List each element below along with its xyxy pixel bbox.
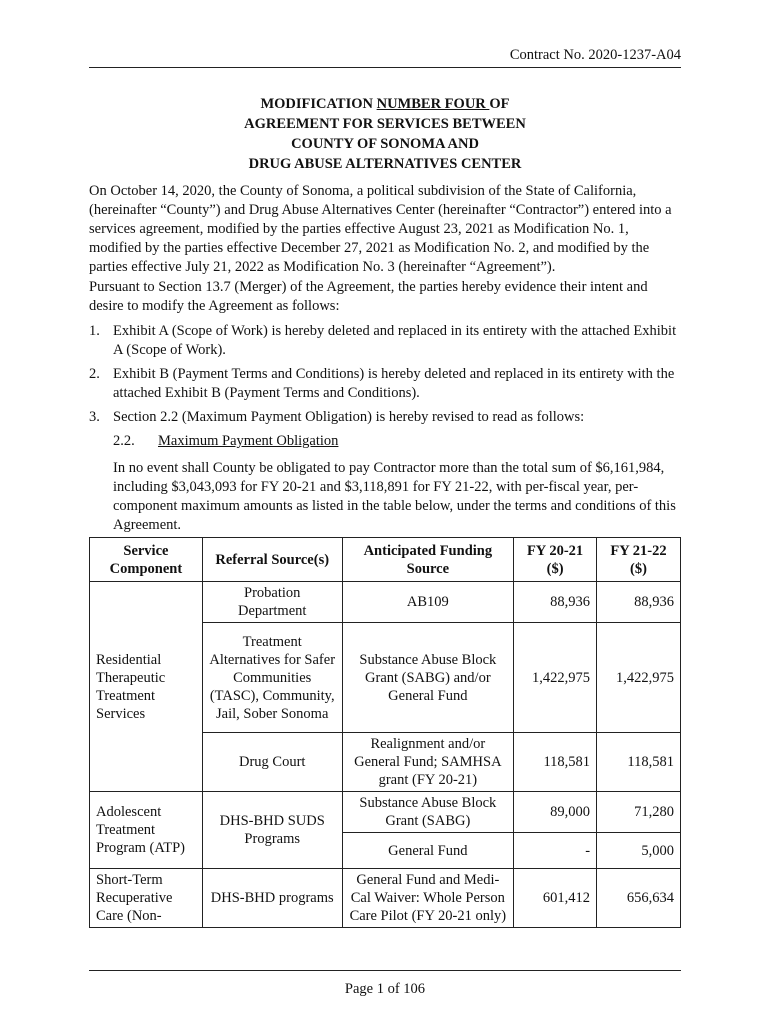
funding-cell: Substance Abuse Block Grant (SABG) and/or General Fund xyxy=(342,623,514,733)
funding-cell: Substance Abuse Block Grant (SABG) xyxy=(342,792,514,833)
table-row xyxy=(90,792,681,833)
list-item xyxy=(89,322,681,360)
fy2122-cell: 1,422,975 xyxy=(597,623,681,733)
header-fy2021: FY 20-21 ($) xyxy=(514,538,597,582)
list-item-text: Exhibit B (Payment Terms and Conditions) is hereby deleted and replaced in its entirety with the attached Exhibit B (Payment Terms and Conditions). xyxy=(113,366,675,401)
title-prefix: MODIFICATION xyxy=(260,96,377,112)
header-referral-sources: Referral Source(s) xyxy=(202,538,342,582)
header-service-component: Service Component xyxy=(90,538,203,582)
list-item-number: 3. xyxy=(89,409,100,425)
table-header-row xyxy=(90,538,681,582)
fy2021-cell: 88,936 xyxy=(514,582,597,623)
contract-number: Contract No. 2020-1237-A04 xyxy=(509,47,681,63)
header-funding-source: Anticipated Funding Source xyxy=(342,538,514,582)
funding-cell: General Fund and Medi-Cal Waiver: Whole Person Care Pilot (FY 20-21 only) xyxy=(342,869,514,928)
referral-cell: Treatment Alternatives for Safer Communities (TASC), Community, Jail, Sober Sonoma xyxy=(202,623,342,733)
fy2021-cell: 1,422,975 xyxy=(514,623,597,733)
title-suffix: OF xyxy=(489,96,510,112)
title-line-3: COUNTY OF SONOMA AND xyxy=(291,136,479,152)
list-item-number: 1. xyxy=(89,323,100,339)
pursuant-paragraph: Pursuant to Section 13.7 (Merger) of the Agreement, the parties hereby evidence their intent and desire to modify the Agreement as follows: xyxy=(89,279,648,314)
referral-cell: DHS-BHD programs xyxy=(202,869,342,928)
fy2021-cell: - xyxy=(514,833,597,869)
section-number: 2.2. xyxy=(113,433,135,449)
fy2122-cell: 656,634 xyxy=(597,869,681,928)
list-item-text: Section 2.2 (Maximum Payment Obligation) is hereby revised to read as follows: xyxy=(113,409,585,425)
list-item xyxy=(89,365,681,403)
title-line-1 xyxy=(89,94,681,114)
title-underlined: NUMBER FOUR xyxy=(376,96,490,112)
component-cell: Short-Term Recuperative Care (Non- xyxy=(90,869,203,928)
fy2122-cell: 118,581 xyxy=(597,733,681,792)
fy2021-cell: 601,412 xyxy=(514,869,597,928)
table-row xyxy=(90,582,681,623)
list-item-number: 2. xyxy=(89,366,100,382)
section-paragraph: In no event shall County be obligated to pay Contractor more than the total sum of $6,161,984, including $3,043,093 for FY 20-21 and $3,118,891 for FY 21-22, with per-fiscal year, per-component maximum amounts as listed in the table below, under the terms and conditions of this Agreement. xyxy=(113,460,676,533)
header-fy2122: FY 21-22 ($) xyxy=(597,538,681,582)
table-row xyxy=(90,869,681,928)
title-line-2: AGREEMENT FOR SERVICES BETWEEN xyxy=(244,116,526,132)
referral-cell: Drug Court xyxy=(202,733,342,792)
title-line-4: DRUG ABUSE ALTERNATIVES CENTER xyxy=(248,156,522,172)
fy2122-cell: 88,936 xyxy=(597,582,681,623)
document-title xyxy=(89,94,681,174)
intro-paragraph: On October 14, 2020, the County of Sonoma, a political subdivision of the State of California, (hereinafter “County”) and Drug Abuse Alternatives Center (hereinafter “Contractor”) entered into a services agreement, modified by the parties effective August 23, 2021 as Modification No. 1, modified by the parties effective December 27, 2021 as Modification No. 2, and modified by the parties effective July 21, 2022 as Modification No. 3 (hereinafter “Agreement”). xyxy=(89,183,672,275)
fy2021-cell: 118,581 xyxy=(514,733,597,792)
header-rule xyxy=(89,67,681,68)
referral-cell: DHS-BHD SUDS Programs xyxy=(202,792,342,869)
section-heading xyxy=(113,433,338,450)
fy2122-cell: 5,000 xyxy=(597,833,681,869)
section-title: Maximum Payment Obligation xyxy=(158,433,339,449)
referral-cell: Probation Department xyxy=(202,582,342,623)
fy2021-cell: 89,000 xyxy=(514,792,597,833)
component-cell: Residential Therapeutic Treatment Services xyxy=(90,582,203,792)
component-cell: Adolescent Treatment Program (ATP) xyxy=(90,792,203,869)
list-item xyxy=(89,408,681,427)
list-item-text: Exhibit A (Scope of Work) is hereby deleted and replaced in its entirety with the attached Exhibit A (Scope of Work). xyxy=(113,323,677,358)
fy2122-cell: 71,280 xyxy=(597,792,681,833)
funding-cell: General Fund xyxy=(342,833,514,869)
footer-rule xyxy=(89,970,681,971)
payment-table xyxy=(89,537,681,928)
page-number: Page 1 of 106 xyxy=(344,981,426,997)
funding-cell: Realignment and/or General Fund; SAMHSA grant (FY 20-21) xyxy=(342,733,514,792)
funding-cell: AB109 xyxy=(342,582,514,623)
